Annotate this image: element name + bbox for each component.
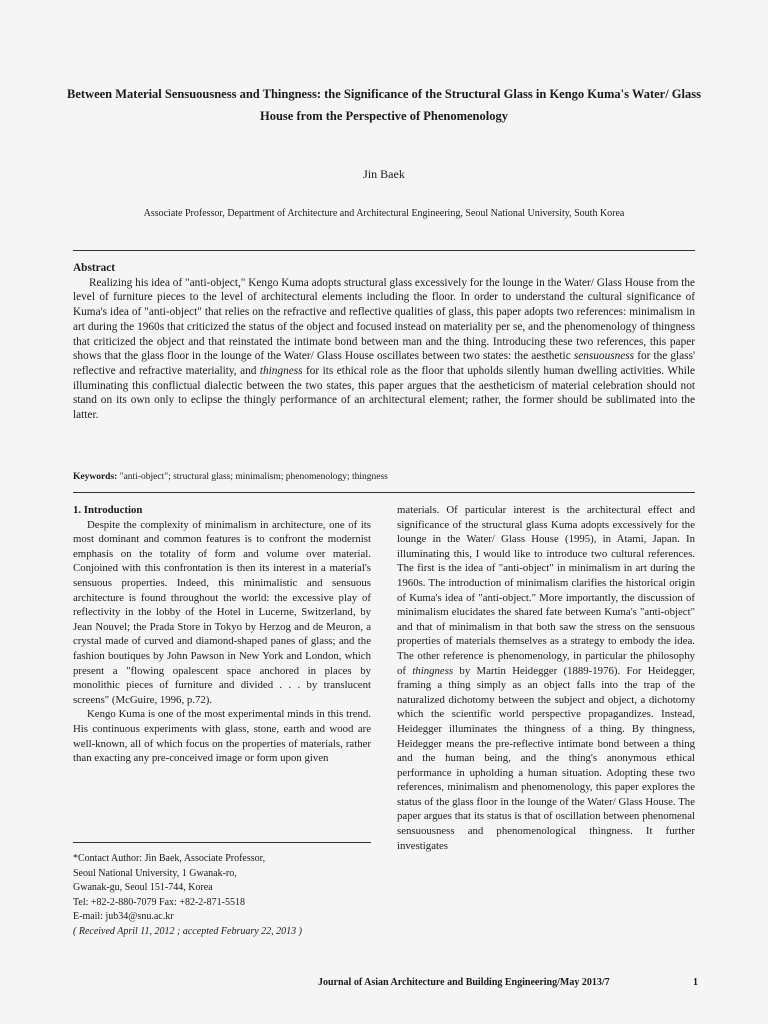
intro-paragraph-3 <box>397 503 695 853</box>
contact-line: *Contact Author: Jin Baek, Associate Professor, <box>73 853 266 864</box>
section-heading: 1. Introduction <box>73 504 143 516</box>
abstract-emphasis: sensuousness <box>573 350 635 363</box>
contact-line: Gwanak-gu, Seoul 151-744, Korea <box>73 882 213 893</box>
abstract-text-part: Realizing his idea of "anti-object," Kengo Kuma adopts structural glass excessively for the lounge in the Water/ Glass House from the level of furniture pieces to the level of architectural elements including the floor. In order to understand the cultural significance of Kuma's idea of "anti-object" that relies on the refractive and reflective qualities of glass, this paper adopts two references: minimalism in art during the 1960s that criticized the status of the object and focused instead on materiality per se, and the phenomenology of thingness that criticized the object and that reinstated the intimate bond between man and the thing. Introducing these two references, this paper shows that the glass floor in the lounge of the Water/ Glass House oscillates between two states: the aesthetic <box>73 276 695 363</box>
paper-title: Between Material Sensuousness and Thingness: the Significance of the Structural Glass in Kengo Kuma's Water/ Glass House from the Perspective of Phenomenology <box>67 87 701 123</box>
paragraph-text-part: materials. Of particular interest is the architectural effect and significance of the structural glass Kuma adopts excessively for the lounge in the Water/ Glass House (1995), in Atami, Japan. In illuminating this, I would like to introduce two cultural references. The first is the idea of "anti-object" in minimalism in art during the 1960s. The introduction of minimalism clarifies the historical origin of Kuma's idea of "anti-object." More importantly, the discussion of minimalism elucidates the shared fate between Kuma's "anti-object" and that of minimalism in that both saw the stress on the sensuous properties of materials themselves as a strategy to embody the idea. The other reference is phenomenology, in particular the philosophy of <box>397 504 695 677</box>
footnote-divider <box>73 842 371 843</box>
author-name: Jin Baek <box>363 167 405 181</box>
intro-paragraph-1: Despite the complexity of minimalism in architecture, one of its most dominant and common features is to confront the modernist emphasis on the totality of form and volume over material. Conjoined with this confrontation is then its interest in a material's sensuous properties. Indeed, this minimalistic and sensuous architecture is found throughout the world: the excessive play of reflectivity in the lobby of the Hotel in Lucerne, Switzerland, by Jean Nouvel; the Prada Store in Tokyo by Herzog and de Meuron, a crystal made of curved and diamond-shaped panes of glass; and the fashion boutiques by John Pawson in New York and London, which present a "flowing opalescent space anchored in places by monolithic pieces of furniture and divided . . . by translucent screens" (McGuire, 1996, p.72). <box>73 518 371 706</box>
abstract <box>73 261 695 423</box>
contact-line: Tel: +82-2-880-7079 Fax: +82-2-871-5518 <box>73 896 245 908</box>
keywords-text: "anti-object"; structural glass; minimalism; phenomenology; thingness <box>119 472 388 482</box>
abstract-heading: Abstract <box>73 262 116 274</box>
keywords <box>73 472 695 482</box>
paragraph-text-part: by Martin Heidegger (1889-1976). For Heidegger, framing a thing simply as an object falls into the trap of the naturalized dichotomy between the subject and object, a dichotomy which the scientific world perspective propagandizes. Instead, Heidegger illuminates the thingness of a thing. By thingness, Heidegger means the pre-reflective intimate bond between a thing and the human being, and the thing's anonymous ethical performance in upholding a human situation. Adopting these two references, minimalism and phenomenology, this paper explores the status of the glass floor in the lounge of the Water/ Glass House. The paper argues that its status is that of oscillation between phenomenal sensuousness and phenomenological thingness. It further investigates <box>397 664 695 852</box>
paragraph-emphasis: thingness <box>412 664 454 677</box>
page-number: 1 <box>693 977 698 988</box>
left-column <box>73 503 371 766</box>
abstract-divider <box>73 492 695 493</box>
abstract-text-part: for the glass' reflective and refractive materiality, and <box>73 350 696 377</box>
abstract-text-part: for its ethical role as the floor that upholds silently human dwelling activities. While illuminating this conflictual dialectic between the two states, this paper argues that the aestheticism of material celebration should not stand on its own only to eclipse the thingly performance of an architectural element; rather, the former should be sublimated into the latter. <box>73 364 695 422</box>
contact-line: Seoul National University, 1 Gwanak-ro, <box>73 867 237 879</box>
author-affiliation: Associate Professor, Department of Architecture and Architectural Engineering, Seoul National University, South Korea <box>143 208 625 219</box>
journal-citation: Journal of Asian Architecture and Building Engineering/May 2013/7 <box>318 977 610 988</box>
keywords-label: Keywords: <box>73 472 118 482</box>
right-column <box>397 503 695 853</box>
intro-paragraph-2: Kengo Kuma is one of the most experimental minds in this trend. His continuous experiments with glass, stone, earth and wood are well-known, all of which focus on the properties of materials, rather than exacting any pre-conceived image or form upon given <box>73 708 371 765</box>
abstract-emphasis: thingness <box>259 364 303 377</box>
abstract-text <box>73 276 695 423</box>
received-dates: ( Received April 11, 2012 ; accepted February 22, 2013 ) <box>73 925 303 937</box>
contact-email: E-mail: jub34@snu.ac.kr <box>73 911 174 922</box>
header-divider <box>73 250 695 251</box>
contact-footnote <box>73 852 373 939</box>
page-footer <box>318 977 698 988</box>
